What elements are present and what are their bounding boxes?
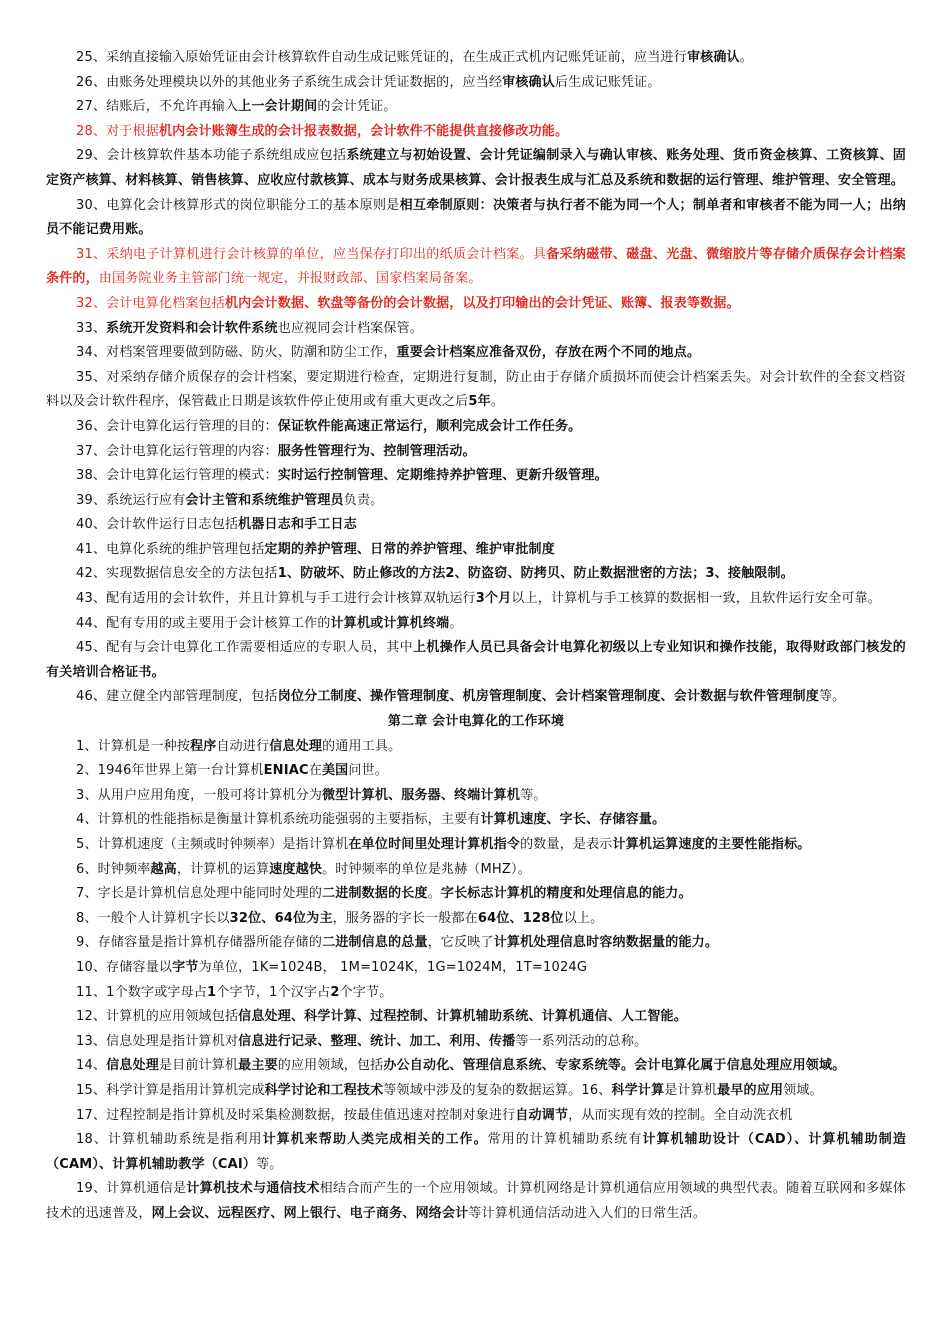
text-span: 。 [449,615,463,631]
text-span: 18、计算机辅助系统是指利用 [76,1132,263,1148]
numbered-paragraph [46,562,906,587]
text-span: 38、会计电算化运行管理的模式： [76,468,278,484]
numbered-paragraph [46,858,906,883]
text-span: 由国务院业务主管部门统一规定，并报财政部、国家档案局备案。 [98,271,482,287]
bold-text: 字长标志计算机的精度和处理信息的能力。 [440,886,692,902]
bold-text: 服务性管理行为、控制管理活动。 [277,443,476,459]
bold-text: 机器日志和手工日志 [238,517,357,533]
bold-text: 系统开发资料和会计软件系统 [106,320,278,336]
text-span: 36、会计电算化运行管理的目的： [76,418,278,434]
bold-text: 最早的应用 [717,1082,784,1098]
bold-text: 二进制数据的长度 [322,886,428,902]
text-span: 。 [490,394,505,410]
numbered-paragraph [46,1104,906,1129]
numbered-paragraph [46,882,906,907]
bold-text: 在单位时间里处理计算机指令 [348,837,521,852]
bold-text: 信息处理 [106,1058,159,1074]
text-span: 常用的计算机辅助系统有 [487,1132,643,1148]
text-span: 15、科学计算是指用计算机完成 [76,1082,265,1098]
numbered-paragraph [46,194,906,243]
text-span: 等。 [256,1156,283,1172]
bold-text: 5年 [468,394,491,410]
text-span: 在 [308,763,322,779]
bold-text: 越高 [150,861,177,877]
numbered-paragraph [46,931,906,956]
text-span: 为单位，1K=1024B， 1M=1024K，1G=1024M，1T=1024G [198,959,588,975]
text-span: 25、采纳直接输入原始凭证由会计核算软件自动生成记账凭证的，在生成正式机内记账凭证前，应当进行 [76,50,687,65]
numbered-paragraph [46,292,906,317]
bold-text: 相互牵制原则：决策者与执行者不能为同一个人；制单者和审核者不能为同一人；出纳员不能记费用账。 [46,197,906,238]
bold-text: 审核确认 [686,50,740,65]
bold-text: 保证软件能高速正常运行，顺利完成会计工作任务。 [277,418,582,434]
bold-text: 上一会计期间 [238,99,318,115]
bold-text: 系统建立与初始设置、会计凭证编制录入与确认审核、账务处理、货币资金核算、工资核算、固定资产核算、材料核算、销售核算、应收应付款核算、成本与财务成果核算、会计报表生成与汇总及系统和数据的运行管理、维护管理、安全管理。 [46,148,907,188]
text-span: 45、配有与会计电算化工作需要相适应的专职人员，其中 [76,640,413,656]
bold-text: 美国 [321,763,349,779]
text-span: 13、信息处理是指计算机对 [76,1033,239,1049]
bold-text: 科学计算 [611,1082,665,1098]
chapter-one-list [46,46,906,710]
numbered-paragraph [46,341,906,366]
numbered-paragraph [46,317,906,342]
bold-text: 机内会计账簿生成的会计报表数据，会计软件不能提供直接修改功能。 [158,123,569,139]
text-span: 3、从用户应用角度，一般可将计算机分为 [76,787,323,803]
text-span: 是计算机 [664,1082,718,1098]
bold-text: 计算机处理信息时容纳数据量的能力。 [493,935,719,951]
numbered-paragraph [46,784,906,809]
numbered-paragraph [46,759,906,784]
text-span: 32、会计电算化档案包括 [76,295,225,311]
numbered-paragraph [46,1054,906,1079]
text-span: 14、 [76,1058,107,1074]
text-span: 8、一般个人计算机字长以 [76,910,230,926]
numbered-paragraph [46,440,906,465]
bold-text: 微型计算机、服务器、终端计算机 [322,787,521,803]
text-span: 29、会计核算软件基本功能子系统组成应包括 [76,148,347,164]
numbered-paragraph [46,1128,906,1177]
numbered-paragraph [46,612,906,637]
bold-text: 1、防破坏、防止修改的方法2、防盗窃、防拷贝、防止数据泄密的方法；3、接触限制。 [277,566,794,582]
text-span: 后生成记账凭证。 [554,74,661,90]
text-span: 等一系列活动的总称。 [515,1033,648,1049]
text-span: 10、存储容量以 [76,959,173,975]
numbered-paragraph [46,95,906,120]
text-span: 31、采纳电子计算机进行会计核算的单位，应当保存打印出的纸质会计档案。具 [76,246,547,262]
text-span: ，它反映了 [427,935,494,951]
bold-text: 机内会计数据、软盘等备份的会计数据，以及打印输出的会计凭证、账簿、报表等数据。 [224,295,740,311]
text-span: 。 [739,50,753,65]
text-span: 等。 [818,689,846,705]
bold-text: 定期的养护管理、日常的养护管理、维护审批制度 [264,541,555,557]
text-span: ，计算机的运算 [176,861,270,877]
bold-text: 速度越快 [269,861,323,877]
chapter-two-list [46,735,906,1227]
text-span: 等计算机通信活动进入人们的日常生活。 [468,1205,707,1221]
bold-text: 程序 [190,738,217,754]
numbered-paragraph [46,636,906,685]
text-span: 41、电算化系统的维护管理包括 [76,541,265,557]
text-span: ，服务器的字长一般都在 [332,910,478,926]
text-span: 39、系统运行应有 [76,492,186,508]
bold-text: 上机操作人员已具备会计电算化初级以上专业知识和操作技能，取得财政部门核发的有关培训合格证书。 [46,640,906,680]
bold-text: 计算机来帮助人类完成相关的工作。 [262,1132,488,1148]
numbered-paragraph [46,808,906,833]
text-span: 1、计算机是一种按 [76,738,191,754]
bold-text: 1 [207,984,217,1000]
text-span: 26、由账务处理模块以外的其他业务子系统生成会计凭证数据的，应当经 [76,74,503,90]
text-span: 35、对采纳存储介质保存的会计档案，要定期进行检查，定期进行复制，防止由于存储介质损坏而使会计档案丢失。对会计软件的全套文档资料以及会计软件程序，保管截止日期是该软件停止使用或有重大更改之后 [46,369,906,410]
text-span: ，从而实现有效的控制。全自动洗衣机 [568,1107,793,1123]
text-span: 40、会计软件运行日志包括 [76,517,239,533]
numbered-paragraph [46,415,906,440]
bold-text: 计算机或计算机终端 [330,615,450,631]
bold-text: 3个月 [475,591,512,607]
text-span: 34、对档案管理要做到防磁、防火、防潮和防尘工作， [76,345,397,361]
numbered-paragraph [46,685,906,710]
text-span: 个字节。 [339,984,393,1000]
bold-text: 会计主管和系统维护管理员 [185,492,344,508]
numbered-paragraph [46,46,906,71]
bold-text: 岗位分工制度、操作管理制度、机房管理制度、会计档案管理制度、会计数据与软件管理制度 [277,689,819,705]
text-span: 44、配有专用的或主要用于会计核算工作的 [76,615,331,631]
bold-text: 审核确认 [502,74,555,90]
text-span: 的应用领域，包括 [277,1058,384,1074]
text-span: 负责。 [343,492,384,508]
bold-text: 64位、128位 [477,910,564,926]
text-span: 7、字长是计算机信息处理中能同时处理的 [76,886,323,902]
text-span: 37、会计电算化运行管理的内容： [76,443,278,459]
numbered-paragraph [46,489,906,514]
text-span: 30、电算化会计核算形式的岗位职能分工的基本原则是 [76,197,400,213]
text-span: 4、计算机的性能指标是衡量计算机系统功能强弱的主要指标，主要有 [76,812,481,828]
numbered-paragraph [46,907,906,932]
numbered-paragraph [46,1079,906,1104]
bold-text: 自动调节 [515,1107,569,1123]
text-span: 的通用工具。 [322,738,402,754]
text-span: 2、1946年世界上第一台计算机 [76,763,264,779]
chapter-heading: 第二章 会计电算化的工作环境 [387,714,565,730]
text-span: 的数量，是表示 [520,837,613,852]
numbered-paragraph [46,71,906,96]
text-span: 12、计算机的应用领域包括 [76,1009,239,1025]
text-span: 6、时钟频率 [76,861,151,877]
bold-text: 二进制信息的总量 [322,935,428,951]
bold-text: 32位、64位为主 [229,910,333,926]
numbered-paragraph [46,956,906,981]
text-span: 也应视同会计档案保管。 [277,320,423,336]
text-span: 是目前计算机 [158,1058,239,1074]
bold-text: 重要会计档案应准备双份，存放在两个不同的地点。 [396,345,701,361]
bold-text: ENIAC [263,763,309,779]
bold-text: 计算机技术与通信技术 [186,1181,320,1197]
bold-text: 信息进行记录、整理、统计、加工、利用、传播 [238,1033,516,1049]
text-span: 46、建立健全内部管理制度，包括 [76,689,278,705]
numbered-paragraph [46,144,906,193]
bold-text: 网上会议、远程医疗、网上银行、电子商务、网络会计 [151,1205,469,1221]
text-span: 11、1个数字或字母占 [76,984,208,1000]
text-span: 等。 [520,787,547,803]
bold-text: 办公自动化、管理信息系统、专家系统等。会计电算化属于信息处理应用领域。 [383,1058,846,1074]
bold-text: 备采纳磁带、磁盘、光盘、微缩胶片等存储介质保存会计档案条件的， [46,246,906,287]
text-span: 的会计凭证。 [317,99,397,115]
bold-text: 计算机运算速度的主要性能指标。 [612,837,811,852]
numbered-paragraph [46,464,906,489]
text-span: 。时钟频率的单位是兆赫（MHZ）。 [322,861,531,877]
text-span: 相结合而产生的一个应用领域。计算机网络是计算机通信应用领域的典型代表。随着互联网和多媒体技术的迅速普及， [46,1181,906,1221]
numbered-paragraph [46,735,906,760]
bold-text: 2 [330,984,340,1000]
numbered-paragraph [46,1030,906,1055]
bold-text: 计算机辅助设计（CAD）、计算机辅助制造（CAM）、计算机辅助教学（CAI） [46,1132,907,1172]
text-span: 9、存储容量是指计算机存储器所能存储的 [76,935,323,951]
numbered-paragraph [46,120,906,145]
text-span: 33、 [76,320,107,336]
numbered-paragraph [46,538,906,563]
bold-text: 最主要 [238,1058,278,1074]
numbered-paragraph [46,587,906,612]
numbered-paragraph [46,1177,906,1226]
text-span: 19、计算机通信是 [76,1181,187,1197]
numbered-paragraph [46,513,906,538]
text-span: 以上。 [563,910,604,926]
text-span: 27、结账后，不允许再输入 [76,99,239,115]
text-span: 个字节，1个汉字占 [216,984,331,1000]
bold-text: 字节 [172,959,199,975]
text-span: 自动进行 [216,738,270,754]
text-span: 17、过程控制是指计算机及时采集检测数据，按最佳值迅速对控制对象进行 [76,1107,516,1123]
numbered-paragraph [46,981,906,1006]
bold-text: 计算机速度、字长、存储容量。 [480,812,666,828]
numbered-paragraph [46,366,906,415]
bold-text: 实时运行控制管理、定期维持养护管理、更新升级管理。 [277,468,608,484]
text-span: 领域。 [783,1082,823,1098]
numbered-paragraph [46,243,906,292]
bold-text: 信息处理 [269,738,323,754]
text-span: 42、实现数据信息安全的方法包括 [76,566,278,582]
numbered-paragraph [46,1005,906,1030]
numbered-paragraph [46,833,906,858]
bold-text: 信息处理、科学计算、过程控制、计算机辅助系统、计算机通信、人工智能。 [238,1009,687,1025]
text-span: 。 [427,886,441,902]
text-span: 问世。 [348,763,388,779]
text-span: 43、配有适用的会计软件，并且计算机与手工进行会计核算双轨运行 [76,591,476,607]
text-span: 28、对于根据 [76,123,159,139]
text-span: 5、计算机速度（主频或时钟频率）是指计算机 [76,837,349,852]
bold-text: 科学讨论和工程技术 [264,1082,384,1098]
text-span: 以上，计算机与手工核算的数据相一致，且软件运行安全可靠。 [511,591,882,607]
text-span: 等领域中涉及的复杂的数据运算。16、 [383,1082,612,1098]
